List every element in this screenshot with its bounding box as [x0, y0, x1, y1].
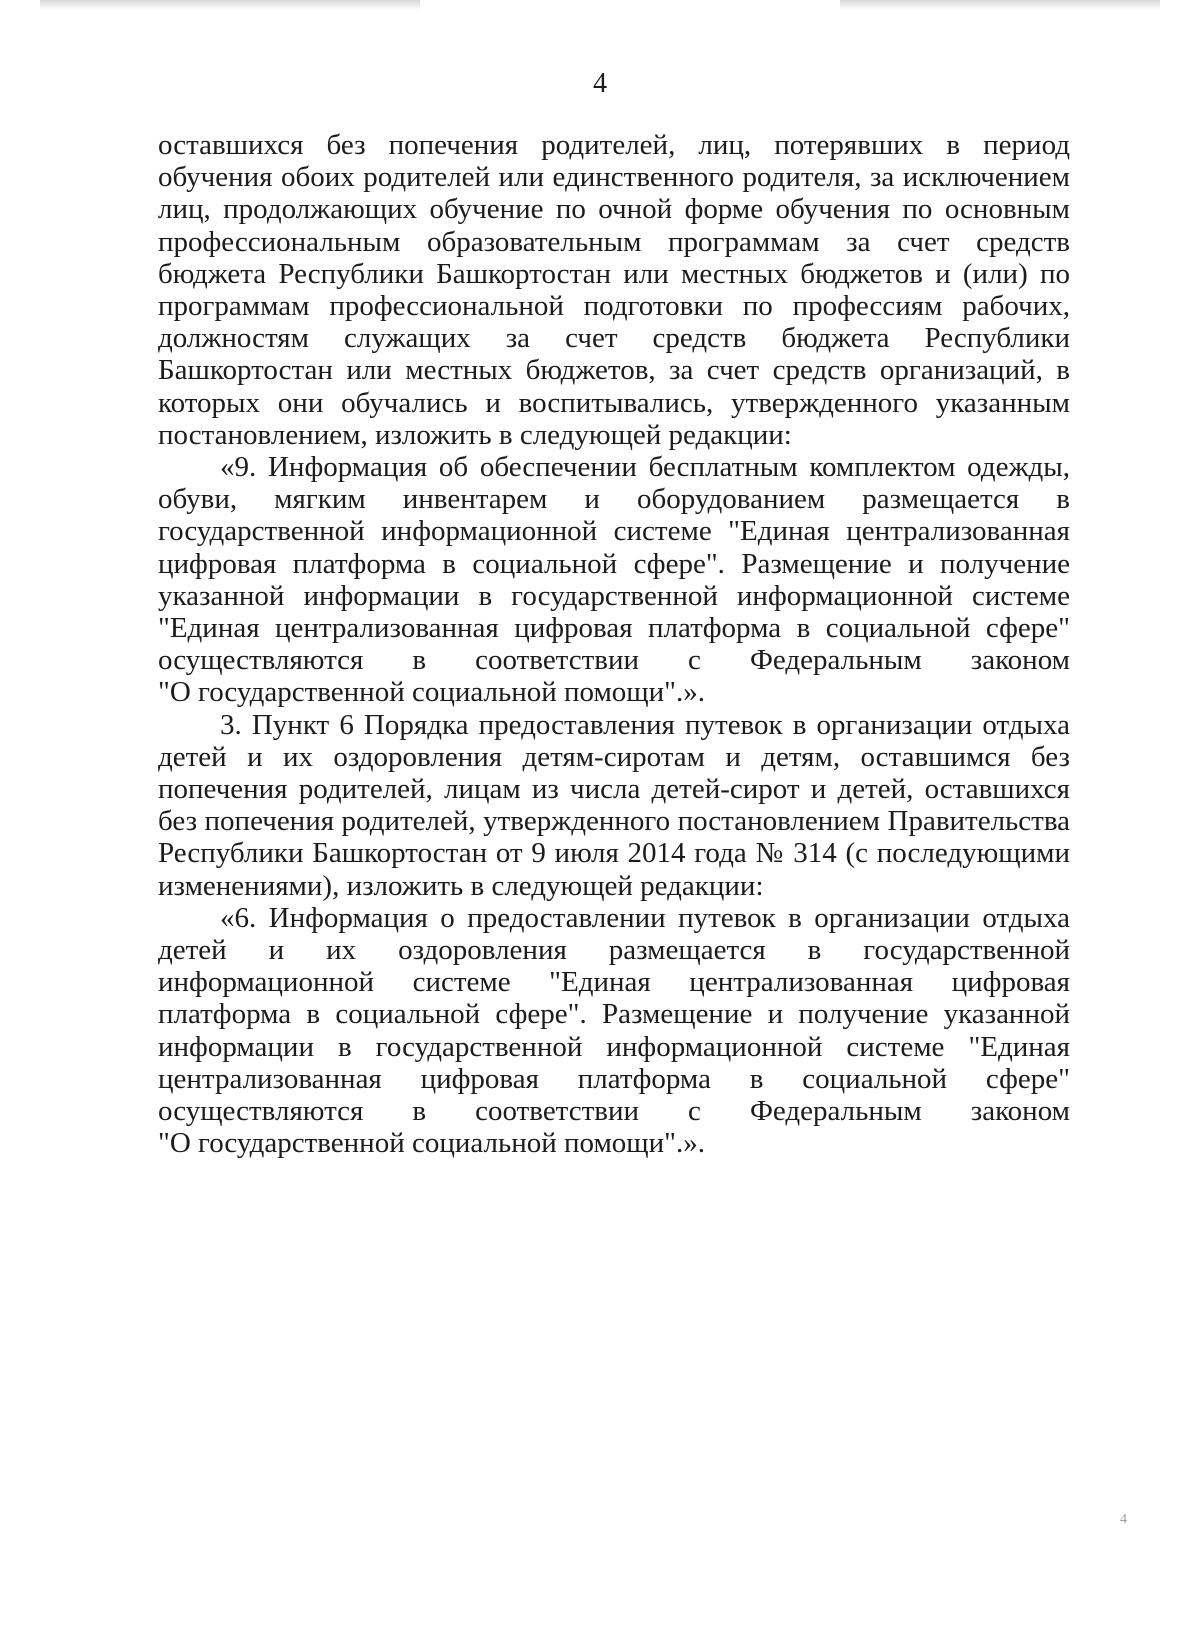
text-line: которых они обучались и воспитывались, утвержденного указанным: [158, 386, 1070, 419]
text-line: осуществляются в соответствии с Федеральным законом: [158, 644, 1070, 677]
text-line: информационной системе "Единая централизованная цифровая: [158, 966, 1070, 999]
text-line: «6. Информация о предоставлении путевок в организации отдыха: [220, 901, 1070, 934]
paragraph-item-6: [158, 902, 1070, 1160]
text-line: информации в государственной информационной системе "Единая: [158, 1030, 1070, 1063]
text-line: детей и их оздоровления размещается в государственной: [158, 934, 1070, 967]
paragraph-continuation: [158, 129, 1070, 451]
scan-edge-shadow: [40, 0, 420, 10]
text-line: государственной информационной системе "Единая централизованная: [158, 515, 1070, 548]
scan-edge-shadow: [840, 0, 1160, 10]
text-line: обуви, мягким инвентарем и оборудованием размещается в: [158, 483, 1070, 516]
text-line: программам профессиональной подготовки по профессиям рабочих,: [158, 290, 1070, 323]
document-body: [158, 129, 1070, 1160]
text-line: бюджета Республики Башкортостан или местных бюджетов и (или) по: [158, 257, 1070, 290]
text-line: "Единая централизованная цифровая платформа в социальной сфере": [158, 612, 1070, 645]
text-line: должностям служащих за счет средств бюджета Республики: [158, 322, 1070, 355]
paragraph-point-3: [158, 709, 1070, 902]
text-line: постановлением, изложить в следующей редакции:: [158, 418, 792, 451]
text-line: 3. Пункт 6 Порядка предоставления путевок в организации отдыха: [220, 708, 1070, 741]
paragraph-item-9: [158, 451, 1070, 709]
text-line: "О государственной социальной помощи".».: [158, 676, 705, 709]
text-line: «9. Информация об обеспечении бесплатным комплектом одежды,: [220, 451, 1070, 484]
text-line: "О государственной социальной помощи".».: [158, 1127, 705, 1160]
text-line: без попечения родителей, утвержденного постановлением Правительства: [158, 805, 1070, 838]
text-line: профессиональным образовательным программам за счет средств: [158, 225, 1070, 258]
text-line: платформа в социальной сфере". Размещение и получение указанной: [158, 998, 1070, 1031]
text-line: попечения родителей, лицам из числа детей-сирот и детей, оставшихся: [158, 773, 1070, 806]
page-number: 4: [593, 68, 607, 99]
text-line: цифровая платформа в социальной сфере". Размещение и получение: [158, 547, 1070, 580]
text-line: централизованная цифровая платформа в социальной сфере": [158, 1062, 1070, 1095]
text-line: детей и их оздоровления детям-сиротам и детям, оставшимся без: [158, 740, 1070, 773]
text-line: осуществляются в соответствии с Федеральным законом: [158, 1095, 1070, 1128]
scan-corner-mark: 4: [1120, 1512, 1127, 1527]
text-line: обучения обоих родителей или единственного родителя, за исключением: [158, 161, 1070, 194]
text-line: оставшихся без попечения родителей, лиц, потерявших в период: [158, 129, 1070, 161]
text-line: лиц, продолжающих обучение по очной форме обучения по основным: [158, 193, 1070, 226]
text-line: указанной информации в государственной информационной системе: [158, 579, 1070, 612]
text-line: Республики Башкортостан от 9 июля 2014 года № 314 (с последующими: [158, 837, 1070, 870]
text-line: Башкортостан или местных бюджетов, за счет средств организаций, в: [158, 354, 1070, 387]
text-line: изменениями), изложить в следующей редакции:: [158, 869, 764, 902]
